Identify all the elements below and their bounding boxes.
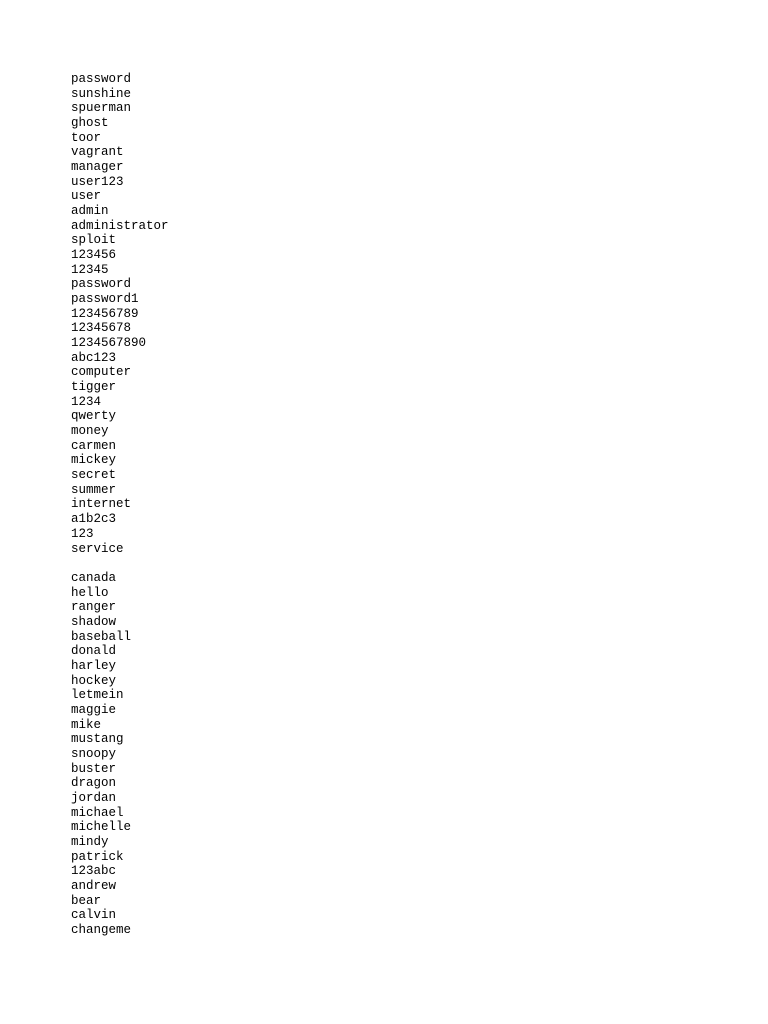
list-item: bear [71, 893, 102, 908]
list-item: password [71, 72, 132, 86]
list-item: harley [71, 658, 117, 673]
list-item: mike [71, 717, 102, 732]
list-item: password [71, 277, 132, 292]
list-item: ranger [71, 600, 117, 615]
list-item: computer [71, 365, 132, 380]
list-item: toor [71, 130, 102, 145]
list-item: service [71, 541, 124, 556]
list-item: michael [71, 805, 124, 820]
list-item: calvin [71, 908, 117, 923]
list-item: vagrant [71, 145, 124, 160]
list-item: carmen [71, 438, 117, 453]
list-item: mindy [71, 834, 109, 849]
list-item: a1b2c3 [71, 512, 117, 527]
list-item: jordan [71, 790, 117, 805]
list-item: michelle [71, 820, 132, 835]
list-item: donald [71, 644, 117, 659]
list-item: qwerty [71, 409, 117, 424]
list-item: canada [71, 570, 117, 585]
list-item: summer [71, 482, 117, 497]
list-item: abc123 [71, 350, 117, 365]
list-item: 12345678 [71, 321, 132, 336]
list-item: spuerman [71, 101, 132, 116]
list-item: tigger [71, 380, 117, 395]
list-item: 123456789 [71, 306, 139, 321]
list-item: baseball [71, 629, 132, 644]
list-item: buster [71, 761, 117, 776]
list-item: andrew [71, 878, 117, 893]
list-item: secret [71, 468, 117, 483]
list-item: hello [71, 585, 109, 600]
blank-line [71, 556, 768, 571]
list-item: 12345 [71, 262, 109, 277]
list-item: money [71, 424, 109, 439]
list-item: 1234 [71, 394, 102, 409]
list-item: shadow [71, 614, 117, 629]
list-item: patrick [71, 849, 124, 864]
list-item: mustang [71, 732, 124, 747]
list-item: 1234567890 [71, 336, 147, 351]
list-item: maggie [71, 702, 117, 717]
list-item: sploit [71, 233, 117, 248]
list-item: sunshine [71, 86, 132, 101]
list-item: manager [71, 160, 124, 175]
list-item: 123abc [71, 864, 117, 879]
list-item: ghost [71, 116, 109, 131]
list-item: dragon [71, 776, 117, 791]
list-item: admin [71, 204, 109, 219]
list-item: hockey [71, 673, 117, 688]
list-item: snoopy [71, 746, 117, 761]
list-item: 123456 [71, 248, 117, 263]
list-item: changeme [71, 922, 132, 937]
list-item: password1 [71, 292, 139, 307]
list-item: 123 [71, 526, 94, 541]
list-item: user [71, 189, 102, 204]
list-item: internet [71, 497, 132, 512]
list-item: user123 [71, 174, 124, 189]
word-list [71, 72, 768, 938]
list-item: letmein [71, 688, 124, 703]
list-item: administrator [71, 218, 169, 233]
list-item: mickey [71, 453, 117, 468]
